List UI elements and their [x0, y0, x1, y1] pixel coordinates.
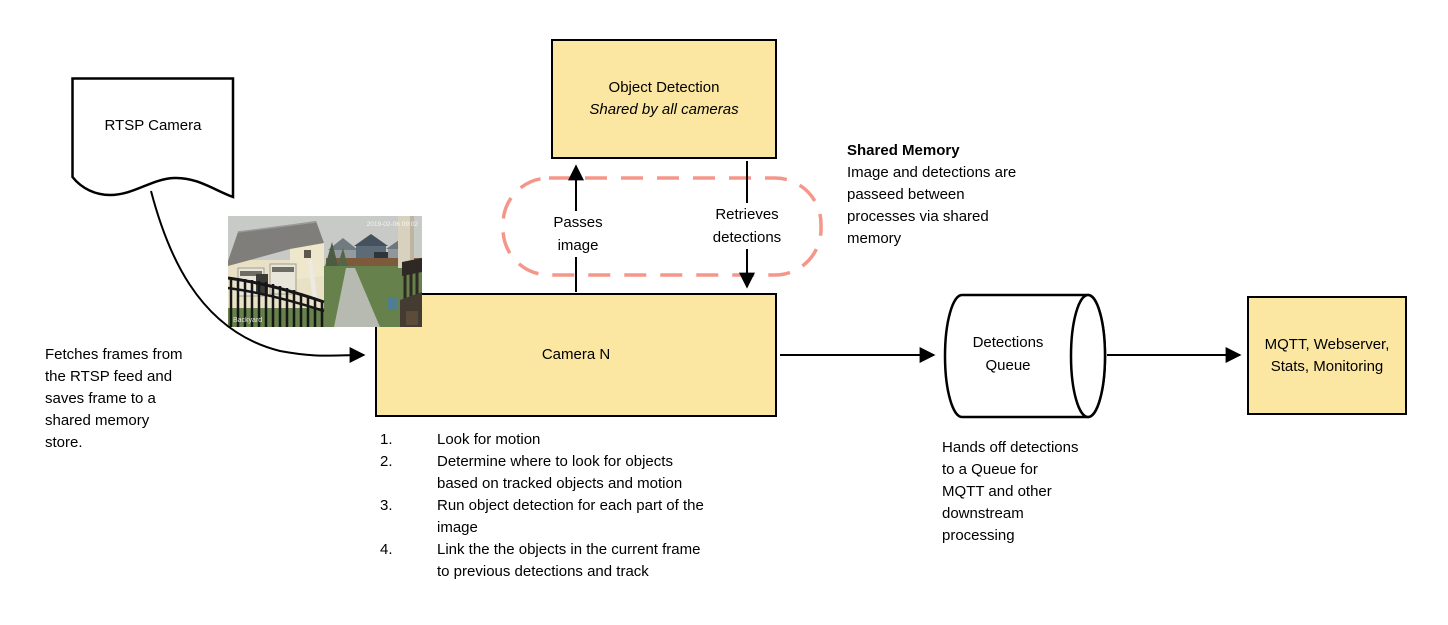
step-text: Run object detection for each part of the image [437, 497, 704, 536]
snapshot-location-label: Backyard [233, 317, 263, 324]
object-detection-subtitle: Shared by all cameras [589, 101, 739, 118]
list-item [380, 539, 704, 583]
camera-steps-list [380, 429, 704, 583]
retrieves-detections-label: Retrieves detections [701, 203, 793, 249]
step-text: Determine where to look for objects based on tracked objects and motion [437, 453, 683, 492]
shared-memory-note-title: Shared Memory [847, 142, 960, 159]
list-item [380, 495, 704, 539]
rtsp-camera-label: RTSP Camera [104, 117, 202, 134]
camera-snapshot-image [228, 216, 422, 327]
hands-off-note: Hands off detections to a Queue for MQTT and other downstream processing [942, 439, 1079, 544]
passes-image-label: Passes image [537, 211, 619, 257]
step-text: Link the the objects in the current frame to previous detections and track [437, 541, 701, 580]
list-item [380, 451, 704, 495]
shared-memory-note [847, 140, 1059, 250]
camera-n-label: Camera N [541, 346, 611, 363]
mqtt-box-line1: MQTT, Webserver, [1264, 335, 1390, 353]
snapshot-timestamp: 2019-02-06 09:02 [366, 221, 418, 228]
queue-label-line2: Queue [985, 357, 1031, 374]
camera-n-box [375, 293, 777, 417]
step-number: 1. [380, 431, 393, 448]
document-shape-outline [73, 79, 234, 198]
shared-memory-note-body: Image and detections are passeed between processes via shared memory [847, 164, 1017, 247]
detections-queue-label [938, 331, 1078, 377]
object-detection-title: Object Detection [608, 79, 720, 96]
list-item [380, 429, 704, 451]
rtsp-camera-shape [71, 77, 235, 201]
mqtt-webserver-box [1247, 296, 1407, 415]
mqtt-box-line2: Stats, Monitoring [1270, 357, 1384, 375]
step-number: 4. [380, 541, 393, 558]
snapshot-garage [228, 221, 324, 308]
step-text: Look for motion [437, 431, 541, 448]
fetch-frames-note: Fetches frames from the RTSP feed and saves frame to a shared memory store. [45, 346, 183, 451]
step-number: 3. [380, 497, 393, 514]
object-detection-box [551, 39, 777, 159]
queue-label-line1: Detections [972, 334, 1044, 351]
step-number: 2. [380, 453, 393, 470]
